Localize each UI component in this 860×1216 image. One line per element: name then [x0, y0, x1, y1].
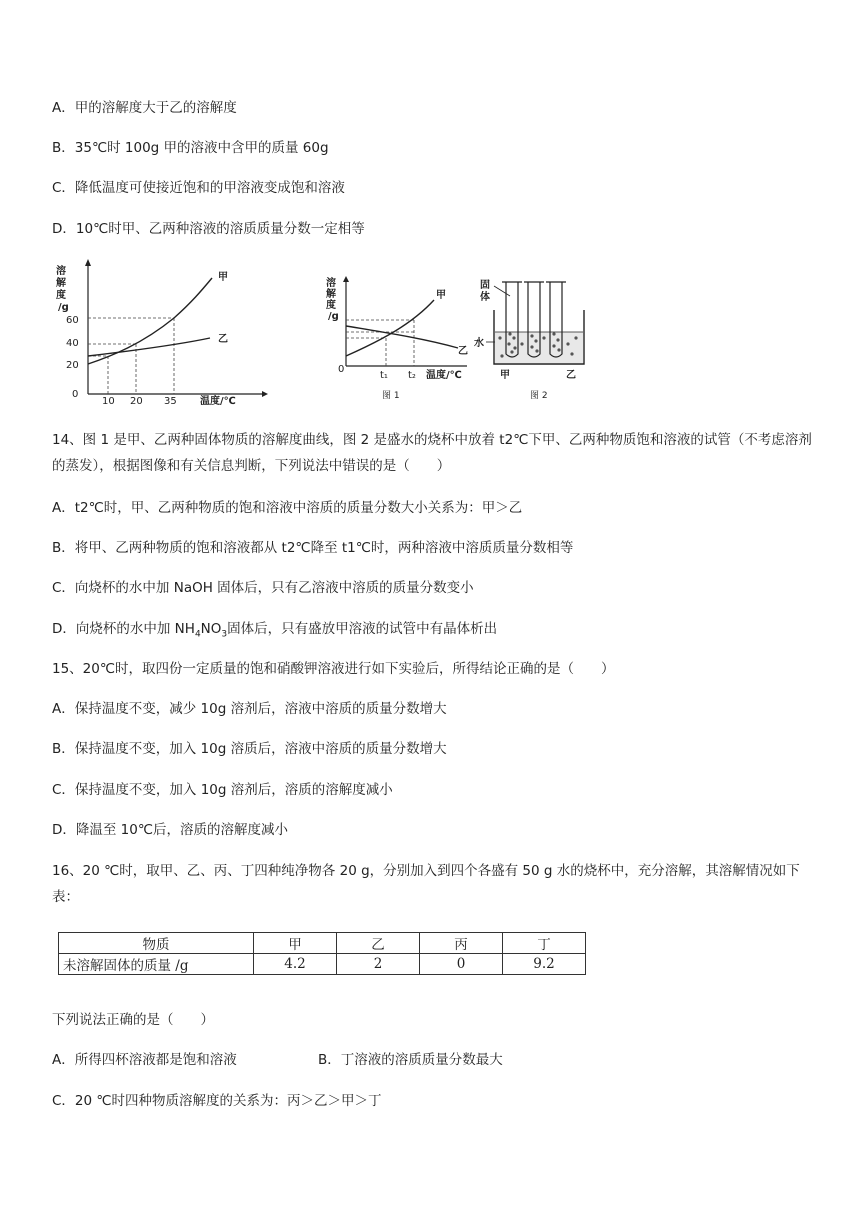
fig2-solid-label-2: 体: [480, 292, 490, 303]
table-header-cell: 乙: [337, 933, 420, 954]
q14-stem: 14、图 1 是甲、乙两种固体物质的溶解度曲线，图 2 是盛水的烧杯中放着 t2℃下甲、乙两种物质饱和溶液的试管（不考虑溶剂的蒸发），根据图像和有关信息判断，下列说法中错误的是（ ）: [52, 432, 812, 474]
fig1-yi-label: 乙: [458, 346, 468, 357]
figure-1-and-2: [322, 274, 652, 424]
q14-option-d-sub2: 3: [221, 629, 228, 640]
solubility-chart-left: [52, 256, 282, 406]
table-cell: 9.2: [503, 954, 586, 975]
fig2-water-label: 水: [474, 338, 484, 349]
solubility-table: [58, 932, 586, 975]
table-header-cell: 丙: [420, 933, 503, 954]
q14-option-c: C．向烧杯的水中加 NaOH 固体后，只有乙溶液中溶质的质量分数变小: [52, 580, 474, 596]
q14-option-b: B．将甲、乙两种物质的饱和溶液都从 t2℃降至 t1℃时，两种溶液中溶质质量分数相等: [52, 540, 574, 556]
fig1-y-label-2: 解: [326, 289, 336, 300]
table-header-cell: 物质: [59, 933, 254, 954]
y-axis-label-3: 度: [56, 290, 66, 301]
table-cell: 4.2: [254, 954, 337, 975]
q14-option-d-mid: NO: [200, 621, 222, 637]
fig1-origin: 0: [338, 364, 345, 375]
fig1-y-arrow: [343, 276, 349, 282]
fig2-solid-label-1: 固: [480, 280, 490, 291]
fig2-caption: 图 2: [530, 391, 548, 401]
fig1-guides: [346, 320, 414, 366]
origin-label: 0: [72, 389, 79, 400]
fig2-solid-pointer: [494, 286, 510, 296]
x-axis-arrow: [262, 391, 268, 397]
q16-option-c: C．20 ℃时四种物质溶解度的关系为：丙＞乙＞甲＞丁: [52, 1093, 382, 1109]
fig2-tube-yi: 乙: [566, 370, 576, 381]
q15-option-c: C．保持温度不变，加入 10g 溶剂后，溶质的溶解度减小: [52, 782, 393, 798]
x-tick-35: 35: [164, 396, 177, 406]
q13-option-c: C．降低温度可使接近饱和的甲溶液变成饱和溶液: [52, 180, 345, 196]
x-tick-10: 10: [102, 396, 115, 406]
q14-option-d-post: 固体后，只有盛放甲溶液的试管中有晶体析出: [227, 621, 498, 637]
fig1-caption: 图 1: [382, 391, 400, 401]
y-tick-20: 20: [66, 360, 79, 371]
y-axis-label-4: /g: [58, 302, 69, 313]
q14-option-d-sub1: 4: [194, 629, 201, 640]
q14-option-a: A．t2℃时，甲、乙两种物质的饱和溶液中溶质的质量分数大小关系为：甲＞乙: [52, 500, 523, 516]
table-cell: 未溶解固体的质量 /g: [59, 954, 254, 975]
q15-option-a: A．保持温度不变，减少 10g 溶剂后，溶液中溶质的质量分数增大: [52, 701, 447, 717]
q14-option-d-pre: D．向烧杯的水中加 NH: [52, 621, 195, 637]
fig1-y-label-3: 度: [326, 300, 336, 311]
table-header-cell: 甲: [254, 933, 337, 954]
fig1-x-label: 温度/℃: [426, 370, 462, 381]
q16-option-b: B．丁溶液的溶质质量分数最大: [318, 1052, 503, 1068]
table-cell: 2: [337, 954, 420, 975]
y-axis-label-1: 溶: [56, 266, 66, 277]
y-tick-60: 60: [66, 315, 79, 326]
table-header-row: [59, 933, 586, 954]
curve-jia: [88, 278, 212, 364]
y-axis-arrow: [85, 259, 91, 266]
y-axis-label-2: 解: [56, 278, 66, 289]
q13-option-b: B．35℃时 100g 甲的溶液中含甲的质量 60g: [52, 140, 329, 156]
q16-option-a: A．所得四杯溶液都是饱和溶液: [52, 1052, 237, 1068]
fig1-y-label-4: /g: [328, 311, 339, 322]
q16-prompt: 下列说法正确的是（ ）: [52, 1012, 214, 1028]
fig2-water: [495, 332, 583, 363]
table-header-cell: 丁: [503, 933, 586, 954]
q16-options-ab: [52, 1050, 503, 1070]
fig2-tube-jia: 甲: [500, 370, 510, 381]
curve-yi-label: 乙: [218, 334, 228, 345]
guide-lines: [88, 318, 174, 394]
q13-option-d: D．10℃时甲、乙两种溶液的溶质质量分数一定相等: [52, 221, 365, 237]
q15-option-b: B．保持温度不变，加入 10g 溶质后，溶液中溶质的质量分数增大: [52, 741, 447, 757]
curve-yi: [88, 338, 210, 356]
x-tick-20: 20: [130, 396, 143, 406]
fig1-jia-label: 甲: [436, 290, 446, 301]
table-cell: 0: [420, 954, 503, 975]
fig1-curve-yi: [346, 326, 458, 348]
table-row: [59, 954, 586, 975]
fig1-y-label-1: 溶: [326, 278, 336, 289]
q15-option-d: D．降温至 10℃后，溶质的溶解度减小: [52, 822, 289, 838]
x-axis-label: 温度/℃: [200, 396, 236, 406]
y-tick-40: 40: [66, 338, 79, 349]
fig1-t1: t₁: [380, 370, 388, 381]
q16-stem: 16、20 ℃时，取甲、乙、丙、丁四种纯净物各 20 g，分别加入到四个各盛有 50 g 水的烧杯中，充分溶解，其溶解情况如下表：: [52, 863, 800, 905]
q13-option-a: A．甲的溶解度大于乙的溶解度: [52, 100, 237, 116]
fig1-t2: t₂: [408, 370, 416, 381]
q15-stem: 15、20℃时，取四份一定质量的饱和硝酸钾溶液进行如下实验后，所得结论正确的是（ ）: [52, 661, 615, 677]
curve-jia-label: 甲: [218, 272, 228, 283]
q14-option-d: [52, 619, 497, 645]
